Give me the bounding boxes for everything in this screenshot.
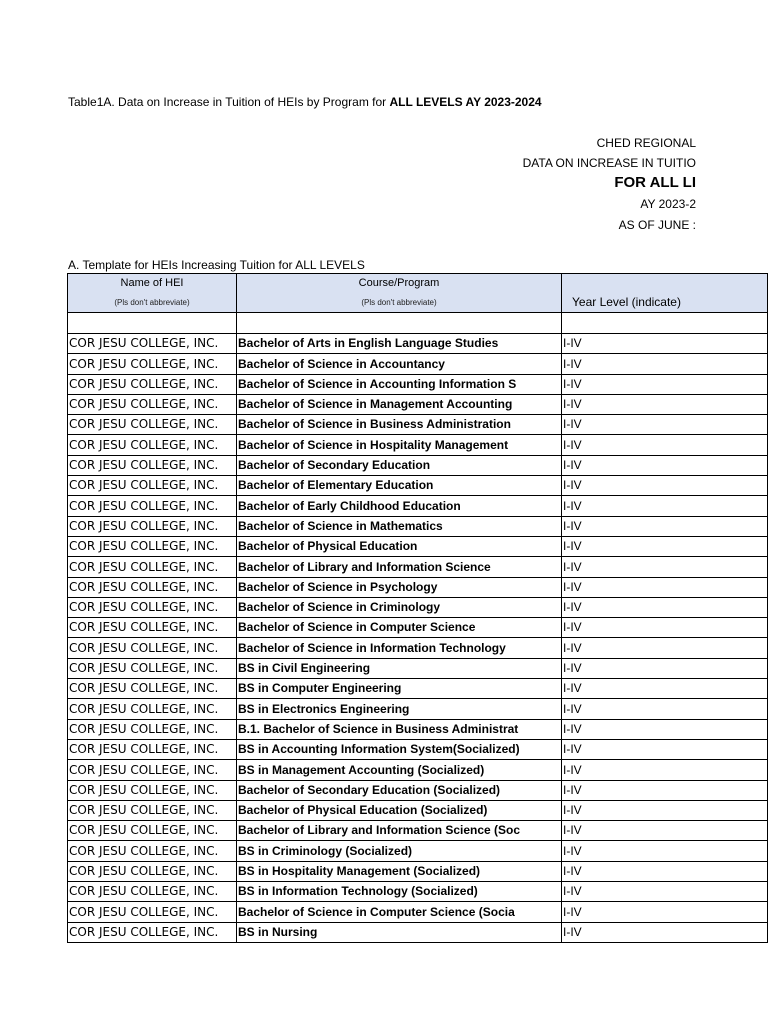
program-cell[interactable]: Bachelor of Physical Education (Socialized) [237,800,562,820]
year-level-cell[interactable]: I-IV [562,922,768,942]
year-level-cell[interactable]: I-IV [562,699,768,719]
program-cell[interactable]: BS in Management Accounting (Socialized) [237,760,562,780]
data-table-wrap [67,273,696,939]
year-level-cell[interactable]: I-IV [562,354,768,374]
hei-cell[interactable]: COR JESU COLLEGE, INC. [68,882,237,902]
year-level-cell[interactable]: I-IV [562,536,768,556]
table-row [68,719,768,739]
year-level-cell[interactable]: I-IV [562,577,768,597]
hei-cell[interactable]: COR JESU COLLEGE, INC. [68,861,237,881]
year-level-cell[interactable]: I-IV [562,719,768,739]
program-cell[interactable]: Bachelor of Science in Management Accounting [237,394,562,414]
hei-cell[interactable]: COR JESU COLLEGE, INC. [68,902,237,922]
blank-cell[interactable] [562,313,768,334]
table-row [68,415,768,435]
table-row [68,638,768,658]
table-row [68,496,768,516]
year-level-cell[interactable]: I-IV [562,841,768,861]
table-row [68,435,768,455]
data-title-header: DATA ON INCREASE IN TUITIO [522,156,696,170]
column-header-year-level: Year Level (indicate) [562,274,768,313]
column-header-hei [68,274,237,313]
table-row [68,597,768,617]
year-level-cell[interactable]: I-IV [562,739,768,759]
hei-cell[interactable]: COR JESU COLLEGE, INC. [68,536,237,556]
program-cell[interactable]: Bachelor of Secondary Education (Socialized) [237,780,562,800]
program-cell[interactable]: Bachelor of Science in Accounting Information S [237,374,562,394]
table-row [68,922,768,942]
as-of-header: AS OF JUNE : [618,218,696,232]
program-cell[interactable]: Bachelor of Science in Hospitality Management [237,435,562,455]
data-table [67,273,768,943]
year-level-cell[interactable]: I-IV [562,496,768,516]
program-cell[interactable]: Bachelor of Library and Information Science (Soc [237,821,562,841]
program-cell[interactable]: Bachelor of Early Childhood Education [237,496,562,516]
year-level-cell[interactable]: I-IV [562,882,768,902]
year-level-cell[interactable]: I-IV [562,821,768,841]
table-row [68,679,768,699]
program-cell[interactable]: BS in Civil Engineering [237,658,562,678]
program-cell[interactable]: Bachelor of Arts in English Language Studies [237,334,562,354]
hei-cell[interactable]: COR JESU COLLEGE, INC. [68,841,237,861]
year-level-cell[interactable]: I-IV [562,861,768,881]
program-cell[interactable]: Bachelor of Science in Computer Science [237,618,562,638]
table-row [68,394,768,414]
program-cell[interactable]: BS in Accounting Information System(Socialized) [237,739,562,759]
hei-cell[interactable]: COR JESU COLLEGE, INC. [68,780,237,800]
year-level-cell[interactable]: I-IV [562,902,768,922]
hei-cell[interactable]: COR JESU COLLEGE, INC. [68,374,237,394]
blank-cell[interactable] [68,313,237,334]
table-row [68,557,768,577]
year-level-cell[interactable]: I-IV [562,638,768,658]
year-level-cell[interactable]: I-IV [562,557,768,577]
program-cell[interactable]: Bachelor of Secondary Education [237,455,562,475]
hei-cell[interactable]: COR JESU COLLEGE, INC. [68,638,237,658]
year-level-cell[interactable]: I-IV [562,435,768,455]
hei-cell[interactable]: COR JESU COLLEGE, INC. [68,597,237,617]
table-header-row [68,274,768,313]
hei-cell[interactable]: COR JESU COLLEGE, INC. [68,435,237,455]
hei-cell[interactable]: COR JESU COLLEGE, INC. [68,415,237,435]
hei-cell[interactable]: COR JESU COLLEGE, INC. [68,557,237,577]
program-cell[interactable]: B.1. Bachelor of Science in Business Administrat [237,719,562,739]
program-cell[interactable]: Bachelor of Science in Information Technology [237,638,562,658]
hei-cell[interactable]: COR JESU COLLEGE, INC. [68,476,237,496]
table-title-text: Table1A. Data on Increase in Tuition of HEIs by Program for [68,95,390,109]
hei-cell[interactable]: COR JESU COLLEGE, INC. [68,719,237,739]
hei-cell[interactable]: COR JESU COLLEGE, INC. [68,577,237,597]
table-row [68,334,768,354]
table-row [68,618,768,638]
table-row [68,841,768,861]
academic-year-header: AY 2023-2 [640,197,696,211]
table-row [68,780,768,800]
year-level-cell[interactable]: I-IV [562,760,768,780]
table-title [68,95,542,109]
hei-cell[interactable]: COR JESU COLLEGE, INC. [68,496,237,516]
table-row [68,476,768,496]
hei-cell[interactable]: COR JESU COLLEGE, INC. [68,922,237,942]
table-row [68,658,768,678]
hei-cell[interactable]: COR JESU COLLEGE, INC. [68,516,237,536]
levels-header: FOR ALL LI [614,174,696,191]
hei-cell[interactable]: COR JESU COLLEGE, INC. [68,455,237,475]
table-title-bold: ALL LEVELS AY 2023-2024 [389,95,542,109]
table-row [68,821,768,841]
year-level-cell[interactable]: I-IV [562,476,768,496]
program-cell[interactable]: BS in Computer Engineering [237,679,562,699]
program-cell[interactable]: BS in Criminology (Socialized) [237,841,562,861]
table-row [68,536,768,556]
blank-cell[interactable] [237,313,562,334]
program-cell[interactable]: BS in Nursing [237,922,562,942]
year-level-cell[interactable]: I-IV [562,658,768,678]
table-row [68,800,768,820]
program-cell[interactable]: Bachelor of Elementary Education [237,476,562,496]
column-header-program [237,274,562,313]
template-label: A. Template for HEIs Increasing Tuition for ALL LEVELS [68,258,365,272]
table-row [68,902,768,922]
program-cell[interactable]: Bachelor of Library and Information Science [237,557,562,577]
hei-cell[interactable]: COR JESU COLLEGE, INC. [68,618,237,638]
program-cell[interactable]: BS in Electronics Engineering [237,699,562,719]
year-level-cell[interactable]: I-IV [562,334,768,354]
year-level-cell[interactable]: I-IV [562,800,768,820]
program-cell[interactable]: BS in Information Technology (Socialized) [237,882,562,902]
hei-cell[interactable]: COR JESU COLLEGE, INC. [68,800,237,820]
year-level-cell[interactable]: I-IV [562,394,768,414]
table-row [68,577,768,597]
column-program-note: (Pls don't abbreviate) [361,298,437,307]
hei-cell[interactable]: COR JESU COLLEGE, INC. [68,334,237,354]
column-hei-note: (Pls don't abbreviate) [114,298,190,307]
hei-cell[interactable]: COR JESU COLLEGE, INC. [68,354,237,374]
hei-cell[interactable]: COR JESU COLLEGE, INC. [68,699,237,719]
hei-cell[interactable]: COR JESU COLLEGE, INC. [68,394,237,414]
program-cell[interactable]: BS in Hospitality Management (Socialized) [237,861,562,881]
year-level-cell[interactable]: I-IV [562,597,768,617]
agency-header: CHED REGIONAL [596,136,696,150]
year-level-cell[interactable]: I-IV [562,780,768,800]
column-program-name: Course/Program [358,277,440,289]
table-row [68,374,768,394]
table-body [68,313,768,943]
program-cell[interactable]: Bachelor of Science in Psychology [237,577,562,597]
blank-row [68,313,768,334]
program-cell[interactable]: Bachelor of Science in Computer Science (Socia [237,902,562,922]
year-level-cell[interactable]: I-IV [562,415,768,435]
program-cell[interactable]: Bachelor of Science in Mathematics [237,516,562,536]
year-level-cell[interactable]: I-IV [562,516,768,536]
year-level-cell[interactable]: I-IV [562,618,768,638]
hei-cell[interactable]: COR JESU COLLEGE, INC. [68,760,237,780]
table-row [68,760,768,780]
table-row [68,354,768,374]
table-row [68,516,768,536]
hei-cell[interactable]: COR JESU COLLEGE, INC. [68,679,237,699]
hei-cell[interactable]: COR JESU COLLEGE, INC. [68,658,237,678]
table-row [68,882,768,902]
program-cell[interactable]: Bachelor of Science in Accountancy [237,354,562,374]
year-level-cell[interactable]: I-IV [562,374,768,394]
year-level-cell[interactable]: I-IV [562,679,768,699]
column-hei-name: Name of HEI [120,277,184,289]
table-row [68,455,768,475]
year-level-cell[interactable]: I-IV [562,455,768,475]
table-row [68,699,768,719]
hei-cell[interactable]: COR JESU COLLEGE, INC. [68,821,237,841]
hei-cell[interactable]: COR JESU COLLEGE, INC. [68,739,237,759]
program-cell[interactable]: Bachelor of Science in Criminology [237,597,562,617]
table-row [68,861,768,881]
program-cell[interactable]: Bachelor of Physical Education [237,536,562,556]
table-row [68,739,768,759]
program-cell[interactable]: Bachelor of Science in Business Administration [237,415,562,435]
